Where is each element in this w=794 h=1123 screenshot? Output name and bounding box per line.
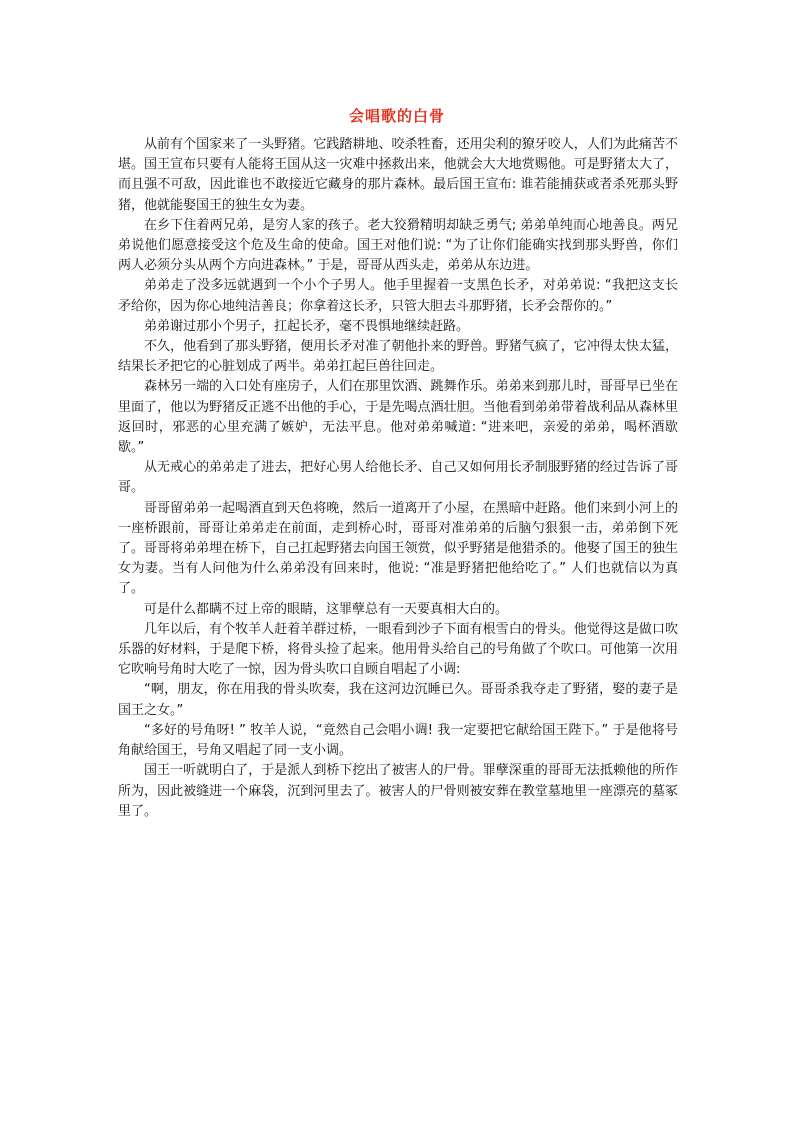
paragraph-7: 从无戒心的弟弟走了进去，把好心男人给他长矛、自己又如何用长矛制服野猪的经过告诉了哥哥。 bbox=[118, 460, 678, 496]
paragraph-6: 森林另一端的入口处有座房子，人们在那里饮酒、跳舞作乐。弟弟来到那儿时，哥哥早已坐在里面了，他以为野猪反正逃不出他的手心，于是先喝点酒壮胆。当他看到弟弟带着战利品从森林里返回时，邪恶的心里充满了嫉妒，无法平息。他对弟弟喊道: “进来吧，亲爱的弟弟，喝杯酒歇歇。” bbox=[118, 379, 678, 456]
paragraph-2: 在乡下住着两兄弟，是穷人家的孩子。老大狡猾精明却缺乏勇气; 弟弟单纯而心地善良。两兄弟说他们愿意接受这个危及生命的使命。国王对他们说: “为了让你们能确实找到那头野兽，你们两人必须分头从两个方向进森林。” 于是，哥哥从西头走，弟弟从东边进。 bbox=[118, 217, 678, 274]
paragraph-13: 国王一听就明白了，于是派人到桥下挖出了被害人的尸骨。罪孽深重的哥哥无法抵赖他的所作所为，因此被缝进一个麻袋，沉到河里去了。被害人的尸骨则被安葬在教堂墓地里一座漂亮的墓冢里了。 bbox=[118, 763, 678, 819]
paragraph-3: 弟弟走了没多远就遇到一个小个子男人。他手里握着一支黑色长矛，对弟弟说: “我把这支长矛给你，因为你心地纯洁善良；你拿着这长矛，只管大胆去斗那野猪，长矛会帮你的。” bbox=[118, 278, 678, 314]
song-quote: “啊，朋友，你在用我的骨头吹奏，我在这河边沉睡已久。哥哥杀我夺走了野猪，娶的妻子是国王之女。” bbox=[118, 682, 678, 718]
paragraph-5: 不久，他看到了那头野猪，便用长矛对准了朝他扑来的野兽。野猪气疯了，它冲得太快太猛，结果长矛把它的心脏划成了两半。弟弟扛起巨兽往回走。 bbox=[118, 339, 678, 375]
paragraph-8: 哥哥留弟弟一起喝酒直到天色将晚，然后一道离开了小屋，在黑暗中赶路。他们来到小河上的一座桥跟前，哥哥让弟弟走在前面，走到桥心时，哥哥对准弟弟的后脑勺狠狠一击，弟弟倒下死了。哥哥将弟弟埋在桥下，自己扛起野猪去向国王领赏，似乎野猪是他猎杀的。他娶了国王的独生女为妻。当有人问他为什么弟弟没有回来时，他说: “准是野猪把他给吃了。” 人们也就信以为真了。 bbox=[118, 500, 678, 597]
paragraph-9: 可是什么都瞒不过上帝的眼睛，这罪孽总有一天要真相大白的。 bbox=[144, 601, 509, 617]
document-title: 会唱歌的白骨 bbox=[348, 107, 445, 125]
paragraph-4: 弟弟谢过那小个男子，扛起长矛，毫不畏惧地继续赶路。 bbox=[144, 318, 470, 334]
paragraph-10: 几年以后，有个牧羊人赶着羊群过桥，一眼看到沙子下面有根雪白的骨头。他觉得这是做口吹乐器的好材料，于是爬下桥，将骨头捡了起来。他用骨头给自己的号角做了个吹口。可他第一次用它吹响号角时大吃了一惊，因为骨头吹口自顾自唱起了小调: bbox=[118, 621, 678, 678]
paragraph-12: “多好的号角呀! ” 牧羊人说，“竟然自己会唱小调! 我一定要把它献给国王陛下。” 于是他将号角献给国王，号角又唱起了同一支小调。 bbox=[118, 722, 678, 759]
paragraph-1: 从前有个国家来了一头野猪。它践踏耕地、咬杀牲畜，还用尖利的獠牙咬人，人们为此痛苦不堪。国王宣布只要有人能将王国从这一灾难中拯救出来，他就会大大地赏赐他。可是野猪太大了，而且强不可敌，因此谁也不敢接近它藏身的那片森林。最后国王宣布: 谁若能捕获或者杀死那头野猪，他就能娶国王的独生女为妻。 bbox=[118, 137, 678, 213]
document-body bbox=[118, 135, 678, 822]
